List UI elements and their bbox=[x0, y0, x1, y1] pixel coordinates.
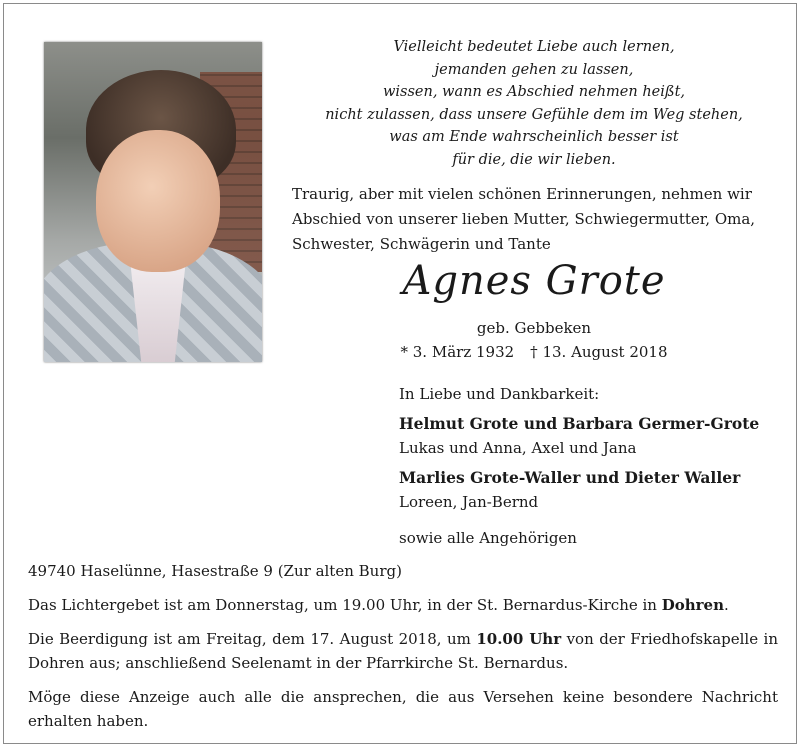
family-group1-parents: Helmut Grote und Barbara Germer-Grote bbox=[399, 414, 760, 433]
prayer-place: Dohren bbox=[661, 596, 725, 614]
intro-line: Traurig, aber mit vielen schönen Erinnerungen, nehmen wir bbox=[292, 185, 752, 203]
family-closing: sowie alle Angehörigen bbox=[399, 529, 577, 547]
funeral-post: von der Friedhofskapelle in Dohren aus; anschließend Seelenamt in der Pfarrkirche St. Bernardus. bbox=[28, 630, 778, 672]
family-group2-children: Loreen, Jan-Bernd bbox=[399, 493, 539, 511]
obituary-notice bbox=[3, 3, 797, 744]
portrait-photo bbox=[44, 42, 262, 362]
prayer-notice bbox=[28, 593, 778, 617]
life-dates bbox=[284, 343, 784, 361]
death-date: † 13. August 2018 bbox=[530, 343, 668, 361]
intro-text bbox=[292, 182, 787, 257]
poem-line: nicht zulassen, dass unsere Gefühle dem im Weg stehen, bbox=[325, 106, 743, 123]
footer-info bbox=[28, 559, 778, 743]
intro-line: Abschied von unserer lieben Mutter, Schwiegermutter, Oma, bbox=[292, 210, 756, 228]
birth-date: * 3. März 1932 bbox=[400, 343, 515, 361]
deceased-name: Agnes Grote bbox=[402, 258, 666, 304]
maiden-name: geb. Gebbeken bbox=[476, 319, 592, 337]
prayer-text: Das Lichtergebet ist am Donnerstag, um 19.00 Uhr, in der St. Bernardus-Kirche in bbox=[28, 596, 662, 614]
address: 49740 Haselünne, Hasestraße 9 (Zur alten Burg) bbox=[28, 562, 402, 580]
poem-line: für die, die wir lieben. bbox=[452, 151, 616, 168]
funeral-notice bbox=[28, 627, 778, 675]
intro-line: Schwester, Schwägerin und Tante bbox=[292, 235, 551, 253]
funeral-pre: Die Beerdigung ist am Freitag, dem 17. August 2018, um bbox=[28, 630, 477, 648]
photo-face bbox=[96, 130, 220, 272]
poem bbox=[284, 36, 784, 171]
closing-note: Möge diese Anzeige auch alle die ansprechen, die aus Versehen keine besondere Nachricht erhalten haben. bbox=[28, 688, 778, 730]
poem-line: wissen, wann es Abschied nehmen heißt, bbox=[382, 84, 686, 100]
poem-line: Vielleicht bedeutet Liebe auch lernen, bbox=[393, 39, 675, 55]
prayer-end: . bbox=[724, 596, 729, 614]
funeral-time: 10.00 Uhr bbox=[476, 630, 562, 648]
poem-line: jemanden gehen zu lassen, bbox=[434, 61, 634, 78]
family-heading: In Liebe und Dankbarkeit: bbox=[399, 385, 600, 403]
family-signatures bbox=[399, 382, 789, 550]
family-group2-parents: Marlies Grote-Waller und Dieter Waller bbox=[399, 468, 741, 487]
family-group1-children: Lukas und Anna, Axel und Jana bbox=[399, 439, 637, 457]
poem-line: was am Ende wahrscheinlich besser ist bbox=[389, 129, 679, 145]
